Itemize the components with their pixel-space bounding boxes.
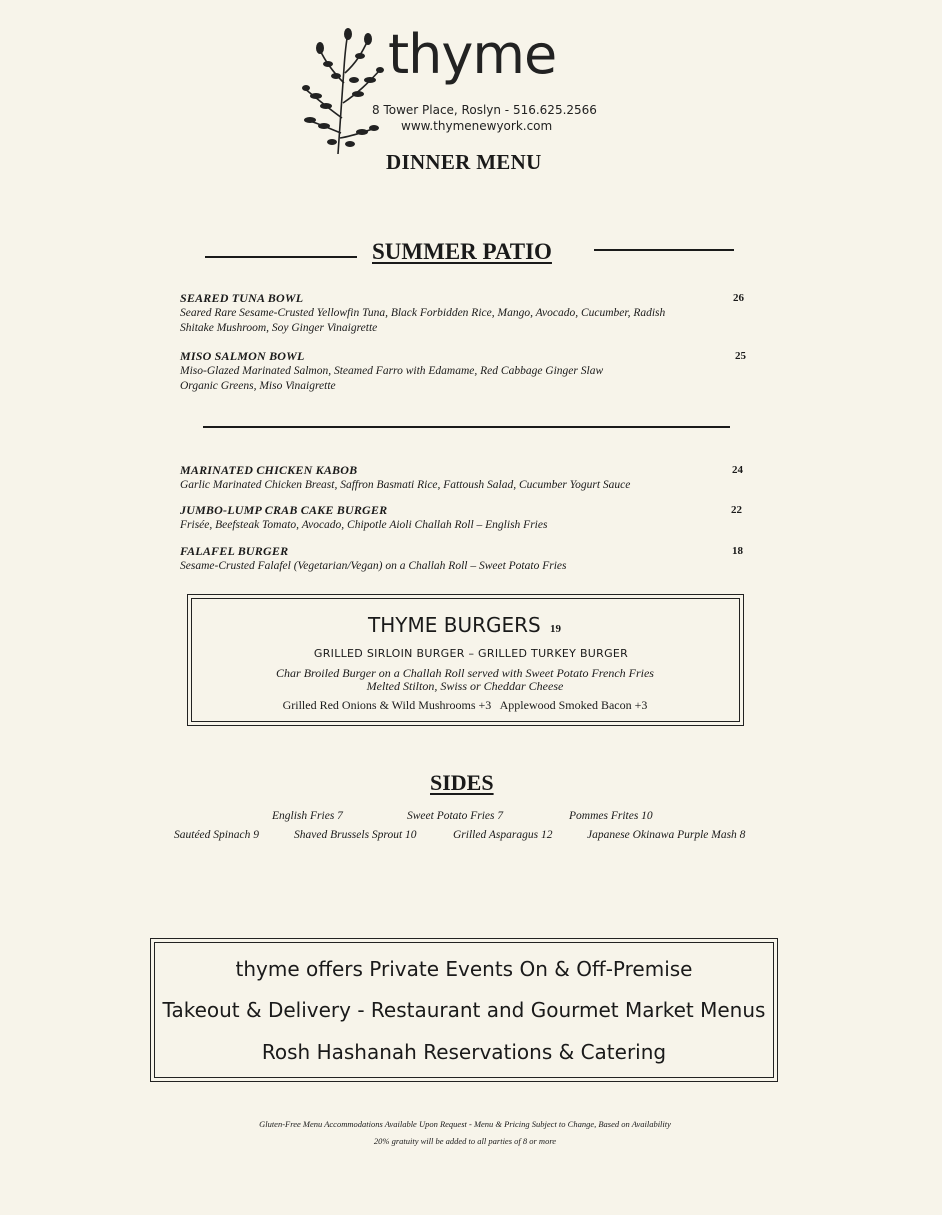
item-description: Shitake Mushroom, Soy Ginger Vinaigrette [180, 322, 378, 334]
side-item: Grilled Asparagus 12 [453, 829, 553, 841]
side-item: Pommes Frites 10 [569, 810, 653, 822]
restaurant-website: www.thymenewyork.com [401, 119, 553, 133]
item-description: Frisée, Beefsteak Tomato, Avocado, Chipotle Aioli Challah Roll – English Fries [180, 519, 548, 531]
item-description: Garlic Marinated Chicken Breast, Saffron Basmati Rice, Fattoush Salad, Cucumber Yogurt Sauce [180, 479, 631, 491]
side-item: English Fries 7 [272, 810, 343, 822]
events-line-takeout: Takeout & Delivery - Restaurant and Gourmet Market Menus [162, 998, 766, 1022]
item-description: Organic Greens, Miso Vinaigrette [180, 380, 336, 392]
divider [203, 426, 730, 428]
footer-note: Gluten-Free Menu Accommodations Available Upon Request - Menu & Pricing Subject to Change, Based on Availability [259, 1119, 671, 1129]
item-name: SEARED TUNA BOWL [180, 291, 304, 305]
menu-item [180, 503, 760, 533]
thyme-burgers-price: 19 [550, 623, 561, 635]
thyme-burgers-title: THYME BURGERS [368, 613, 541, 637]
side-item: Japanese Okinawa Purple Mash 8 [587, 829, 746, 841]
footer-gratuity-note: 20% gratuity will be added to all parties of 8 or more [373, 1136, 557, 1146]
section-heading-sides: SIDES [430, 770, 494, 795]
divider-right [594, 249, 734, 251]
thyme-burgers-addons: Grilled Red Onions & Wild Mushrooms +3 Applewood Smoked Bacon +3 [282, 698, 648, 712]
events-line-private: thyme offers Private Events On & Off-Premise [235, 957, 693, 981]
side-item: Shaved Brussels Sprout 10 [294, 829, 417, 841]
item-name: FALAFEL BURGER [180, 544, 289, 558]
menu-item [180, 291, 760, 336]
item-price: 18 [732, 545, 743, 557]
menu-title: DINNER MENU [386, 150, 542, 174]
thyme-burgers-description: Char Broiled Burger on a Challah Roll served with Sweet Potato French Fries [276, 666, 654, 680]
item-price: 24 [732, 464, 743, 476]
menu-item [180, 463, 760, 493]
thyme-burgers-types: GRILLED SIRLOIN BURGER – GRILLED TURKEY BURGER [313, 647, 629, 660]
item-description: Sesame-Crusted Falafel (Vegetarian/Vegan) on a Challah Roll – Sweet Potato Fries [180, 560, 567, 572]
brand-name: thyme [388, 23, 557, 86]
item-name: MISO SALMON BOWL [180, 349, 305, 363]
item-price: 26 [733, 292, 744, 304]
item-description: Miso-Glazed Marinated Salmon, Steamed Farro with Edamame, Red Cabbage Ginger Slaw [180, 365, 604, 377]
section-heading-summer-patio: SUMMER PATIO [372, 239, 552, 264]
menu-item [180, 544, 760, 574]
item-name: JUMBO-LUMP CRAB CAKE BURGER [180, 503, 388, 517]
side-item: Sweet Potato Fries 7 [407, 810, 504, 822]
divider-left [205, 256, 357, 258]
thyme-burgers-cheese: Melted Stilton, Swiss or Cheddar Cheese [366, 679, 564, 693]
item-price: 25 [735, 350, 746, 362]
item-description: Seared Rare Sesame-Crusted Yellowfin Tuna, Black Forbidden Rice, Mango, Avocado, Cucumber, Radish [180, 307, 666, 319]
events-line-catering: Rosh Hashanah Reservations & Catering [261, 1040, 667, 1064]
restaurant-address: 8 Tower Place, Roslyn - 516.625.2566 [372, 103, 597, 117]
thyme-sprig-icon [298, 28, 388, 156]
side-item: Sautéed Spinach 9 [174, 829, 259, 841]
item-name: MARINATED CHICKEN KABOB [180, 463, 358, 477]
item-price: 22 [731, 504, 742, 516]
menu-item [180, 349, 760, 394]
